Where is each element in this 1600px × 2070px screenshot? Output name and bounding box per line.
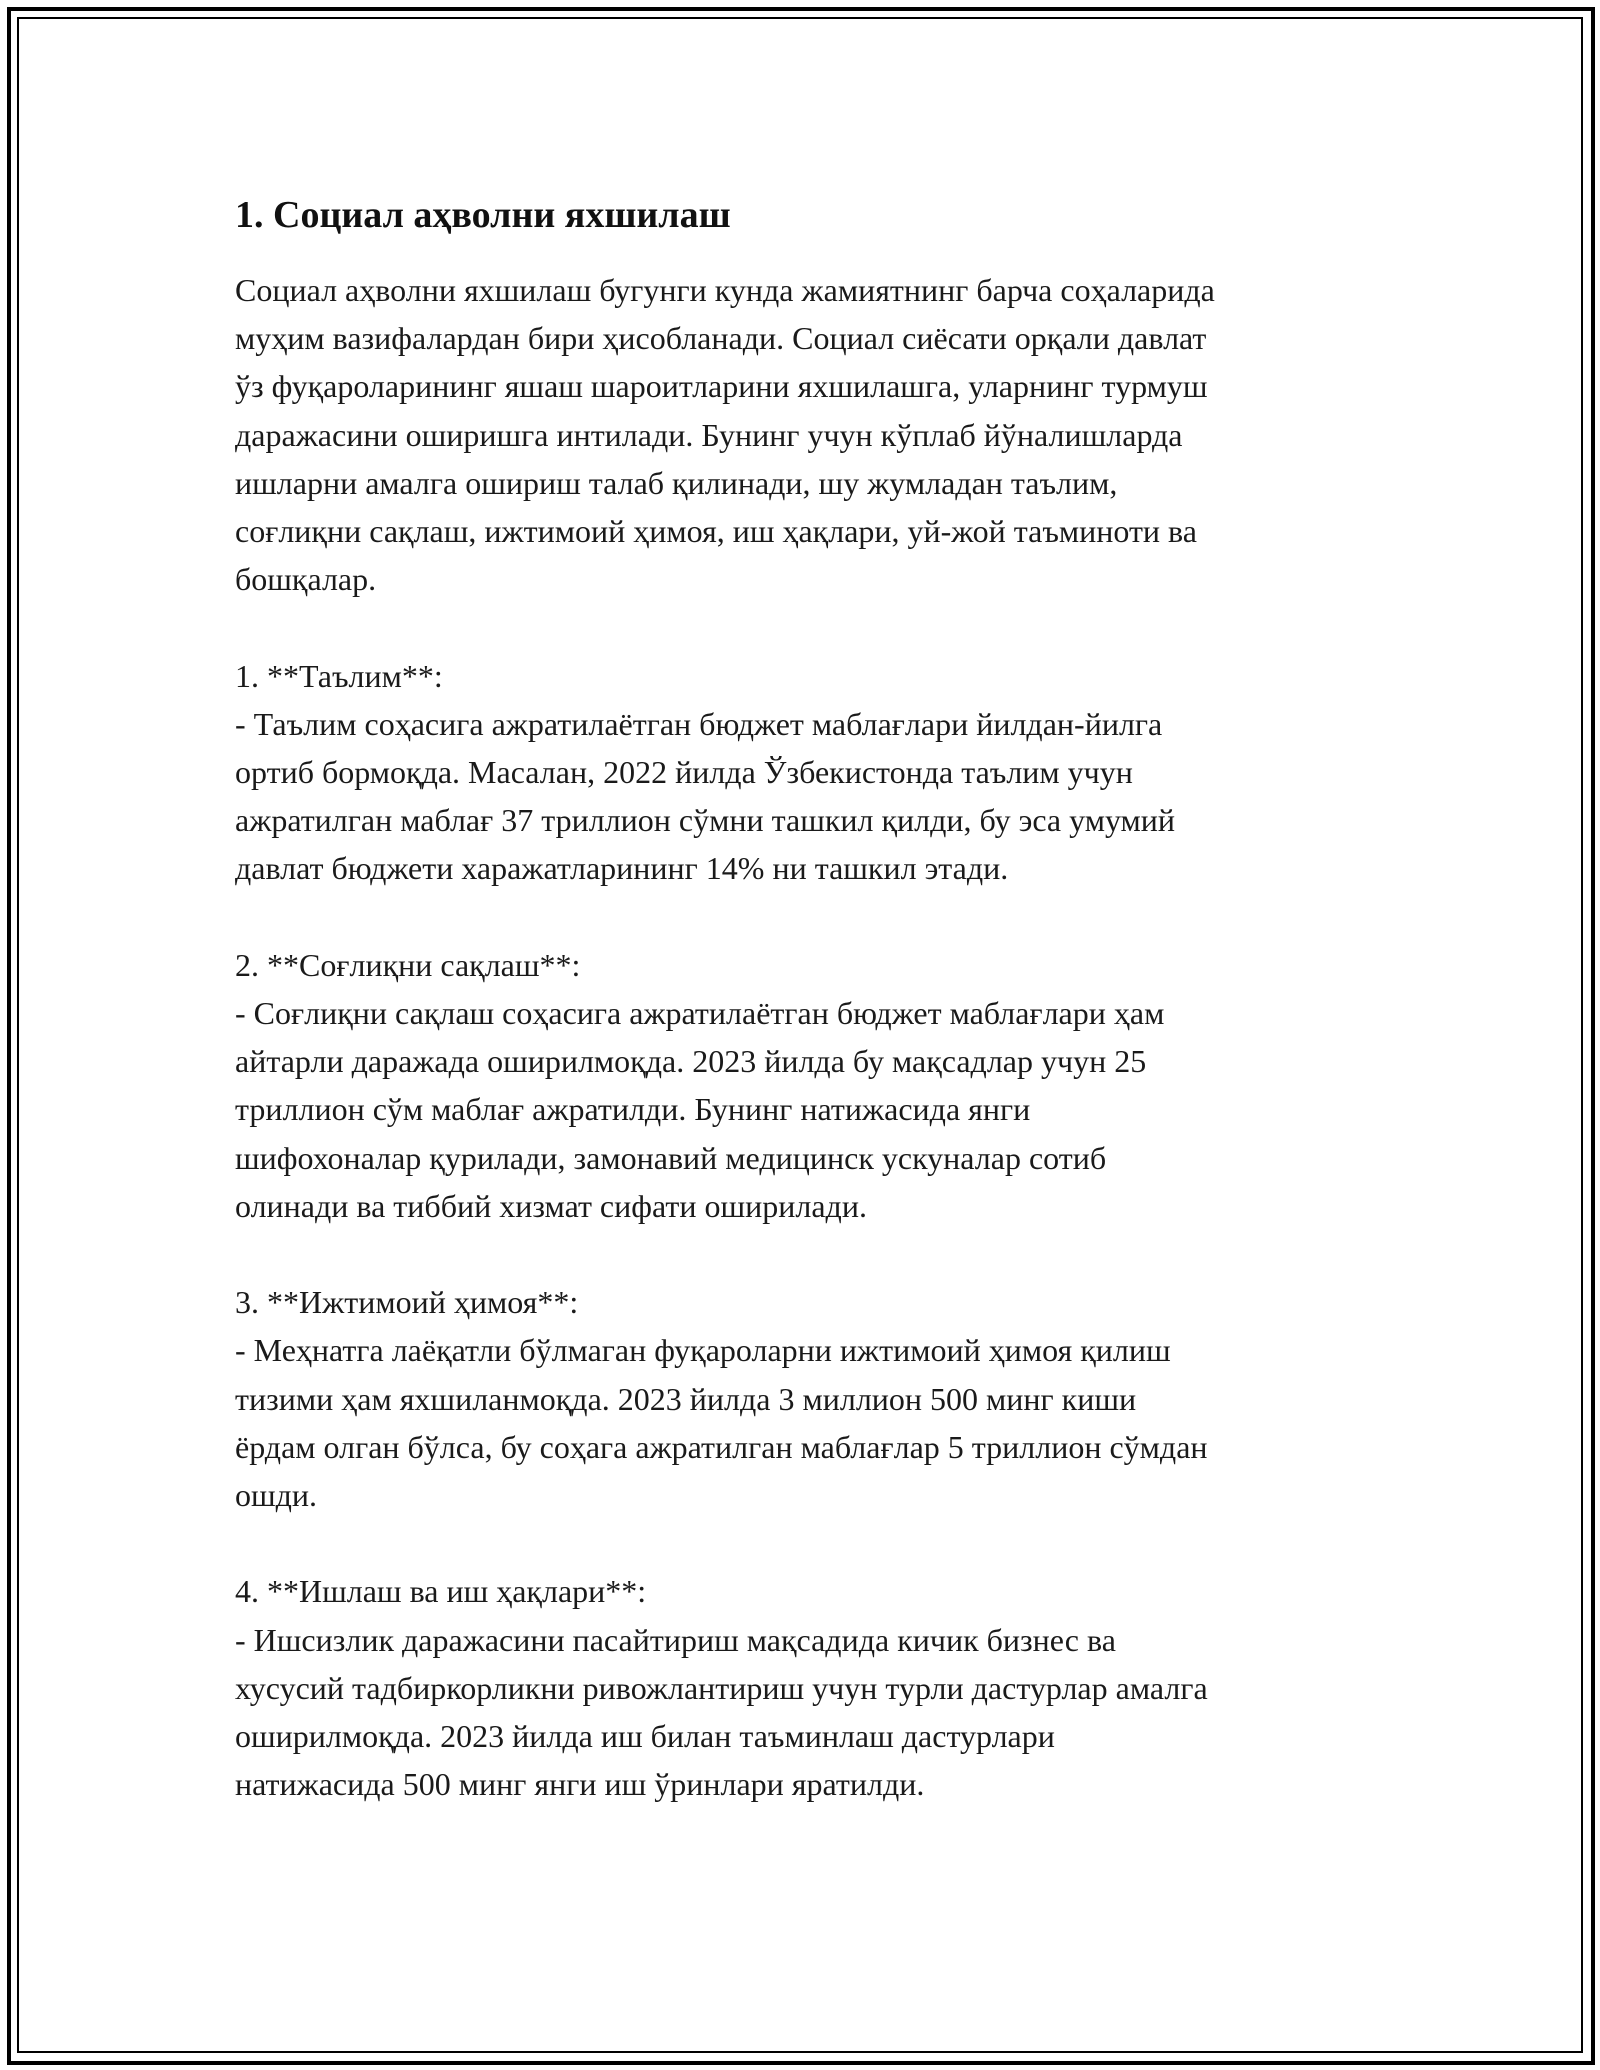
section-healthcare	[235, 941, 1375, 1230]
spacer	[235, 603, 1375, 651]
spacer	[235, 1230, 1375, 1278]
section-social-protection	[235, 1278, 1375, 1519]
spacer	[235, 893, 1375, 941]
spacer	[235, 1519, 1375, 1567]
section-heading: 1. **Таълим**:	[235, 657, 443, 694]
section-heading: 2. **Соғлиқни сақлаш**:	[235, 946, 581, 983]
section-text: - Меҳнатга лаёқатли бўлмаган фуқароларни ижтимоий ҳимоя қилиш тизими ҳам яхшиланмоқда. 2023 йилда 3 миллион 500 минг киши ёрдам олган бўлса, бу соҳага ажратилган маблағлар 5 триллион сўмдан ошди.	[235, 1332, 1208, 1514]
section-education	[235, 652, 1375, 893]
document-title: 1. Социал аҳволни яхшилаш	[235, 194, 731, 236]
intro-paragraph: Социал аҳволни яхшилаш бугунги кунда жамиятнинг барча соҳаларида муҳим вазифалардан бири ҳисобланади. Социал сиёсати орқали давлат ўз фуқароларининг яшаш шароитларини яхшилашга, уларнинг турмуш даражасини оширишга интилади. Бунинг учун кўплаб йўналишларда ишларни амалга ошириш талаб қилинади, шу жумладан таълим, соғлиқни сақлаш, ижтимоий ҳимоя, иш ҳақлари, уй-жой таъминоти ва бошқалар.	[235, 272, 1215, 598]
section-text: - Соғлиқни сақлаш соҳасига ажратилаётган бюджет маблағлари ҳам айтарли даражада оширилмоқда. 2023 йилда бу мақсадлар учун 25 триллион сўм маблағ ажратилди. Бунинг натижасида янги шифохоналар қурилади, замонавий медицинск ускуналар сотиб олинади ва тиббий хизмат сифати оширилади.	[235, 995, 1165, 1224]
section-heading: 4. **Ишлаш ва иш ҳақлари**:	[235, 1573, 647, 1610]
document-body	[235, 186, 1375, 1808]
section-employment-wages	[235, 1567, 1375, 1808]
section-text: - Ишсизлик даражасини пасайтириш мақсадида кичик бизнес ва хусусий тадбиркорликни ривожлантириш учун турли дастурлар амалга оширилмоқда. 2023 йилда иш билан таъминлаш дастурлари натижасида 500 минг янги иш ўринлари яратилди.	[235, 1621, 1208, 1803]
section-heading: 3. **Ижтимоий ҳимоя**:	[235, 1284, 579, 1321]
section-text: - Таълим соҳасига ажратилаётган бюджет маблағлари йилдан-йилга ортиб бормоқда. Масалан, 2022 йилда Ўзбекистонда таълим учун ажратилган маблағ 37 триллион сўмни ташкил қилди, бу эса умумий давлат бюджети харажатларининг 14% ни ташкил этади.	[235, 705, 1176, 887]
